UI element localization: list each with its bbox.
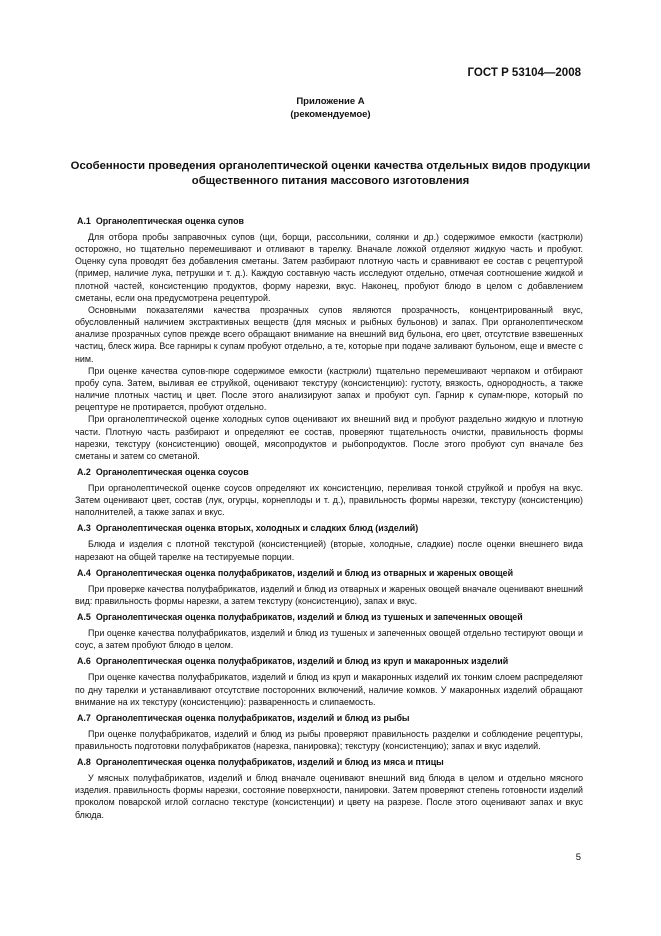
section-number: А.7 xyxy=(77,712,91,723)
annex-block xyxy=(0,95,661,121)
section-number: А.5 xyxy=(77,612,91,623)
section-number: А.8 xyxy=(77,757,91,768)
section-number: А.2 xyxy=(77,466,91,477)
section-heading xyxy=(75,466,583,478)
paragraph: При проверке качества полуфабрикатов, изделий и блюд из отварных и жареных овощей вначале оценивают внешний вид: правильность формы нарезки, а затем текстуру (консистенцию), запах и вкус. xyxy=(75,583,583,606)
annex-label: Приложение А xyxy=(296,96,365,107)
paragraph: Основными показателями качества прозрачных супов являются прозрачность, концентрированный вкус, обусловленный наличием экстрактивных веществ (для мясных и рыбных бульонов) и запах. При органолептическом анализе прозрачных супов прежде всего обращают внимание на внешний вид бульона, его цвет, отсутствие взвешенных частиц, блеск жира. Все гарниры к супам пробуют отдельно, а те, которые при подаче заливают бульоном, еще и вместе с ним. xyxy=(75,304,583,364)
section-number: А.4 xyxy=(77,567,91,578)
section-number: А.3 xyxy=(77,523,91,534)
section-heading xyxy=(75,522,583,534)
section-heading xyxy=(75,655,583,667)
section-title: Органолептическая оценка соусов xyxy=(95,466,249,477)
document-body xyxy=(75,211,583,821)
section-title: Органолептическая оценка полуфабрикатов, изделий и блюд из мяса и птицы xyxy=(95,757,444,768)
section-title: Органолептическая оценка супов xyxy=(95,216,245,226)
paragraph: У мясных полуфабрикатов, изделий и блюд вначале оценивают внешний вид блюда в целом и отдельно мясного изделия. правильность формы нарезки, состояние поверхности, панировки. Затем проверяют степень готовности изделий проколом поварской иглой согласно текстуре (консистенции) и цвету на разрезе. После этого оценивают запах и вкус блюда. xyxy=(75,773,583,820)
paragraph: Для отбора пробы заправочных супов (щи, борщи, рассольники, солянки и др.) содержимое емкости (кастрюли) осторожно, но тщательно перемешивают и отливают в тарелку. Вначале ложкой отделяют жидкую часть и пробуют. Оценку супа проводят без добавления сметаны. Затем разбирают плотную часть и сравнивают ее состав с рецептурой (пример, наличие лука, петрушки и т. д.). Каждую составную часть исследуют отдельно, отмечая соотношение жидкой и плотной частей, консистенцию продуктов, форму нарезки, вкус. Наконец, пробуют блюдо в целом с добавлением сметаны, если она предусмотрена рецептурой. xyxy=(75,232,583,303)
section-heading xyxy=(75,611,583,623)
document-code: ГОСТ Р 53104—2008 xyxy=(467,67,581,79)
paragraph: При органолептической оценке соусов определяют их консистенцию, переливая тонкой струйкой и пробуя на вкус. Затем оценивают цвет, состав (лук, огурцы, корнеплоды и т. д.), правильность формы нарезки, текстуру (консистенцию) наполнителей, а также запах и вкус. xyxy=(75,482,583,518)
annex-type: (рекомендуемое) xyxy=(290,109,371,120)
page-number: 5 xyxy=(575,852,581,863)
section-title: Органолептическая оценка полуфабрикатов, изделий и блюд из тушеных и запеченных овощей xyxy=(95,612,523,623)
paragraph: При оценке качества полуфабрикатов, изделий и блюд из тушеных и запеченных овощей отдельно тестируют овощи и соус, а затем пробуют блюдо в целом. xyxy=(75,628,583,651)
paragraph: Блюда и изделия с плотной текстурой (консистенцией) (вторые, холодные, сладкие) после оценки внешнего вида нарезают на общей тарелке на тестируемые порции. xyxy=(75,539,583,562)
section-heading xyxy=(75,756,583,768)
paragraph: При оценке полуфабрикатов, изделий и блюд из рыбы проверяют правильность разделки и соблюдение рецептуры, правильность подготовки полуфабрикатов (нарезка, панировка); текстуру (консистенцию); запах и вкус изделий. xyxy=(75,728,583,751)
paragraph: При оценке качества супов-пюре содержимое емкости (кастрюли) тщательно перемешивают черпаком и отбирают пробу супа. Затем, выливая ее струйкой, оценивают текстуру (консистенцию): густоту, вязкость, однородность, а также наличие плотных частиц и цвет. После этого анализируют запах и пробуют суп. Гарнир к супам-пюре, который по рецептуре не протирается, пробуют отдельно. xyxy=(75,365,583,413)
section-heading xyxy=(75,567,583,579)
section-title: Органолептическая оценка полуфабрикатов, изделий и блюд из отварных и жареных овощей xyxy=(95,567,514,578)
section-title: Органолептическая оценка вторых, холодных и сладких блюд (изделий) xyxy=(95,523,419,534)
section-title: Органолептическая оценка полуфабрикатов, изделий и блюд из рыбы xyxy=(95,712,410,723)
section-number: А.1 xyxy=(77,216,91,226)
section-title: Органолептическая оценка полуфабрикатов, изделий и блюд из круп и макаронных изделий xyxy=(95,656,509,667)
paragraph: При оценке качества полуфабрикатов, изделий и блюд из круп и макаронных изделий их тонким слоем распределяют по дну тарелки и устанавливают отсутствие посторонних включений, наличие комков. У макаронных изделий обращают внимание на их текстуру (консистенцию): разваренность и слипаемость. xyxy=(75,672,583,707)
section-heading xyxy=(75,215,583,227)
page-title: Особенности проведения органолептической оценки качества отдельных видов продукции общественного питания массового изготовления xyxy=(70,160,591,187)
section-number: А.6 xyxy=(77,656,91,667)
paragraph: При органолептической оценке холодных супов оценивают их внешний вид и пробуют раздельно жидкую и плотную части. Плотную часть разбирают и определяют ее состав, проверяют тщательность очистки, правильность формы нарезки, текстуру (консистенцию) овощей, мясопродуктов и рыбопродуктов. После этого пробуют суп вначале без сметаны и затем со сметаной. xyxy=(75,414,583,461)
section-heading xyxy=(75,712,583,724)
